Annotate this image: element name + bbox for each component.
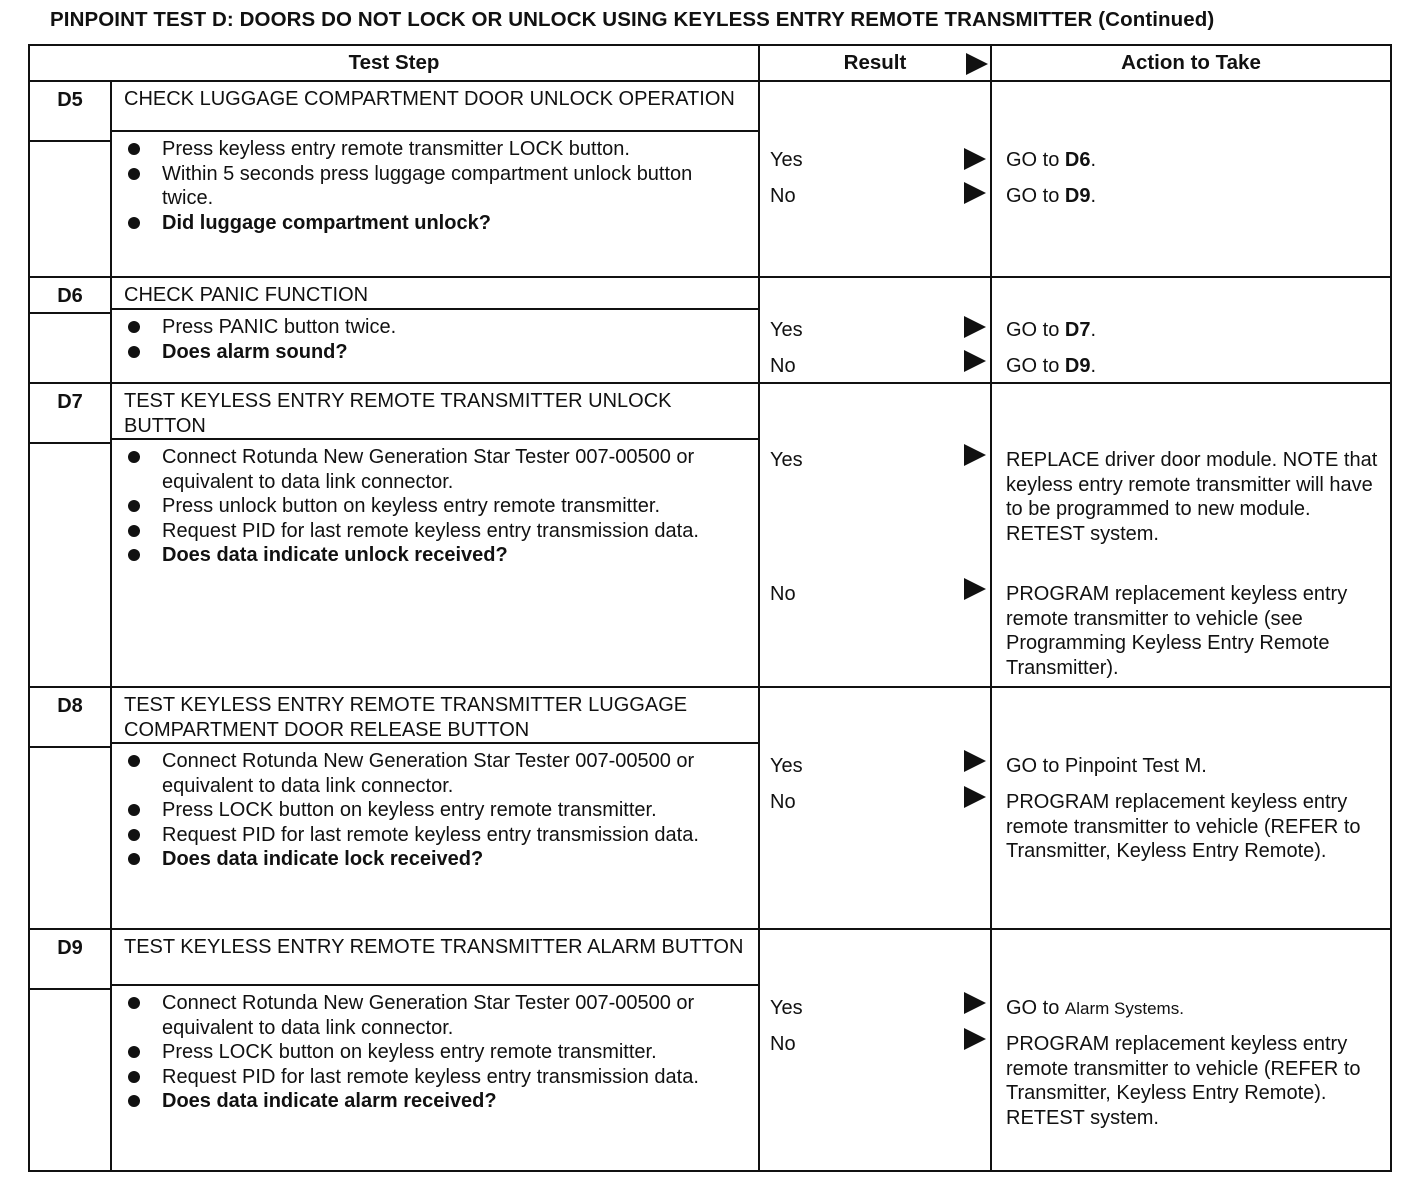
- bullet-icon: [128, 1095, 140, 1107]
- step-id: D7: [30, 384, 110, 444]
- step-content: [111, 277, 759, 383]
- result-no: No: [770, 583, 796, 605]
- list-item: Press LOCK button on keyless entry remote transmitter.: [124, 1040, 748, 1065]
- bullet-icon: [128, 755, 140, 767]
- table-row: [29, 277, 1391, 383]
- step-id-cell: [29, 929, 111, 1171]
- pinpoint-test-table: [28, 44, 1390, 1172]
- bullet-icon: [128, 217, 140, 229]
- action-no: PROGRAM replacement keyless entry remote transmitter to vehicle (see Programming Keyless Entry Remote Transmitter).: [1006, 583, 1348, 679]
- step-title: CHECK PANIC FUNCTION: [112, 278, 758, 310]
- arrow-right-icon: [964, 350, 986, 372]
- list-item: Connect Rotunda New Generation Star Tester 007-00500 or equivalent to data link connector.: [124, 445, 748, 494]
- action-yes: GO to D7.: [1006, 319, 1097, 341]
- arrow-right-icon: [964, 786, 986, 808]
- result-no: No: [770, 1033, 796, 1055]
- list-item: Press PANIC button twice.: [124, 315, 748, 340]
- arrow-right-icon: [964, 444, 986, 466]
- action-no: PROGRAM replacement keyless entry remote transmitter to vehicle (REFER to Transmitter, Keyless Entry Remote). RETEST system.: [1006, 1033, 1361, 1129]
- arrow-right-icon: [966, 53, 988, 75]
- step-body: [112, 310, 758, 368]
- result-yes: Yes: [770, 997, 803, 1019]
- bullet-icon: [128, 168, 140, 180]
- bullet-icon: [128, 549, 140, 561]
- table-row: [29, 929, 1391, 1171]
- list-item-question: Did luggage compartment unlock?: [124, 211, 748, 236]
- action-cell: [991, 383, 1391, 687]
- header-action: Action to Take: [991, 45, 1391, 81]
- list-item: Within 5 seconds press luggage compartment unlock button twice.: [124, 162, 748, 211]
- result-cell: [759, 687, 991, 929]
- action-cell: [991, 687, 1391, 929]
- result-yes: Yes: [770, 149, 803, 171]
- step-id-cell: [29, 383, 111, 687]
- result-cell: [759, 277, 991, 383]
- result-no: No: [770, 791, 796, 813]
- bullet-icon: [128, 997, 140, 1009]
- table-row: [29, 81, 1391, 277]
- action-no: GO to D9.: [1006, 355, 1097, 377]
- header-test-step: Test Step: [29, 45, 759, 81]
- step-id: D5: [30, 82, 110, 142]
- bullet-icon: [128, 525, 140, 537]
- step-title: TEST KEYLESS ENTRY REMOTE TRANSMITTER LUGGAGE COMPARTMENT DOOR RELEASE BUTTON: [112, 688, 758, 744]
- action-cell: [991, 81, 1391, 277]
- bullet-icon: [128, 853, 140, 865]
- action-cell: [991, 277, 1391, 383]
- result-cell: [759, 81, 991, 277]
- table-row: [29, 383, 1391, 687]
- list-item: Connect Rotunda New Generation Star Tester 007-00500 or equivalent to data link connector.: [124, 749, 748, 798]
- action-yes: REPLACE driver door module. NOTE that keyless entry remote transmitter will have to be programmed to new module. RETEST system.: [1006, 449, 1378, 545]
- step-title: TEST KEYLESS ENTRY REMOTE TRANSMITTER ALARM BUTTON: [112, 930, 758, 986]
- step-id: D8: [30, 688, 110, 748]
- bullet-icon: [128, 829, 140, 841]
- list-item: Press keyless entry remote transmitter LOCK button.: [124, 137, 748, 162]
- step-body: [112, 440, 758, 572]
- step-title: CHECK LUGGAGE COMPARTMENT DOOR UNLOCK OPERATION: [112, 82, 758, 132]
- action-cell: [991, 929, 1391, 1171]
- list-item: Press unlock button on keyless entry remote transmitter.: [124, 494, 748, 519]
- list-item-question: Does alarm sound?: [124, 340, 748, 365]
- step-body: [112, 132, 758, 239]
- bullet-icon: [128, 346, 140, 358]
- result-cell: [759, 383, 991, 687]
- step-id-cell: [29, 277, 111, 383]
- arrow-right-icon: [964, 578, 986, 600]
- step-id-cell: [29, 687, 111, 929]
- list-item-question: Does data indicate alarm received?: [124, 1089, 748, 1114]
- result-no: No: [770, 355, 796, 377]
- arrow-right-icon: [964, 992, 986, 1014]
- list-item: Request PID for last remote keyless entry transmission data.: [124, 519, 748, 544]
- step-body: [112, 744, 758, 876]
- bullet-icon: [128, 1046, 140, 1058]
- arrow-right-icon: [964, 316, 986, 338]
- step-content: [111, 929, 759, 1171]
- list-item: Press LOCK button on keyless entry remote transmitter.: [124, 798, 748, 823]
- bullet-icon: [128, 1071, 140, 1083]
- step-content: [111, 687, 759, 929]
- step-id: D9: [30, 930, 110, 990]
- action-yes: GO to Pinpoint Test M.: [1006, 755, 1207, 777]
- bullet-icon: [128, 143, 140, 155]
- bullet-icon: [128, 451, 140, 463]
- arrow-right-icon: [964, 182, 986, 204]
- step-title: TEST KEYLESS ENTRY REMOTE TRANSMITTER UNLOCK BUTTON: [112, 384, 758, 440]
- header-result-label: Result: [843, 50, 907, 74]
- header-result: [759, 45, 991, 81]
- arrow-right-icon: [964, 148, 986, 170]
- step-content: [111, 383, 759, 687]
- arrow-right-icon: [964, 1028, 986, 1050]
- bullet-icon: [128, 321, 140, 333]
- action-yes: GO to D6.: [1006, 149, 1097, 171]
- step-content: [111, 81, 759, 277]
- bullet-icon: [128, 500, 140, 512]
- result-yes: Yes: [770, 449, 803, 471]
- list-item: Request PID for last remote keyless entry transmission data.: [124, 823, 748, 848]
- list-item-question: Does data indicate unlock received?: [124, 543, 748, 568]
- page-title: PINPOINT TEST D: DOORS DO NOT LOCK OR UNLOCK USING KEYLESS ENTRY REMOTE TRANSMITTER (Continued): [50, 8, 1215, 31]
- table-row: [29, 687, 1391, 929]
- table-header-row: [29, 45, 1391, 81]
- result-cell: [759, 929, 991, 1171]
- arrow-right-icon: [964, 750, 986, 772]
- result-yes: Yes: [770, 755, 803, 777]
- action-yes: GO to Alarm Systems.: [1006, 997, 1184, 1019]
- list-item: Connect Rotunda New Generation Star Tester 007-00500 or equivalent to data link connector.: [124, 991, 748, 1040]
- list-item: Request PID for last remote keyless entry transmission data.: [124, 1065, 748, 1090]
- step-id: D6: [30, 278, 110, 314]
- list-item-question: Does data indicate lock received?: [124, 847, 748, 872]
- result-yes: Yes: [770, 319, 803, 341]
- step-id-cell: [29, 81, 111, 277]
- action-no: PROGRAM replacement keyless entry remote transmitter to vehicle (REFER to Transmitter, Keyless Entry Remote).: [1006, 791, 1361, 862]
- result-no: No: [770, 185, 796, 207]
- action-no: GO to D9.: [1006, 185, 1097, 207]
- bullet-icon: [128, 804, 140, 816]
- step-body: [112, 986, 758, 1118]
